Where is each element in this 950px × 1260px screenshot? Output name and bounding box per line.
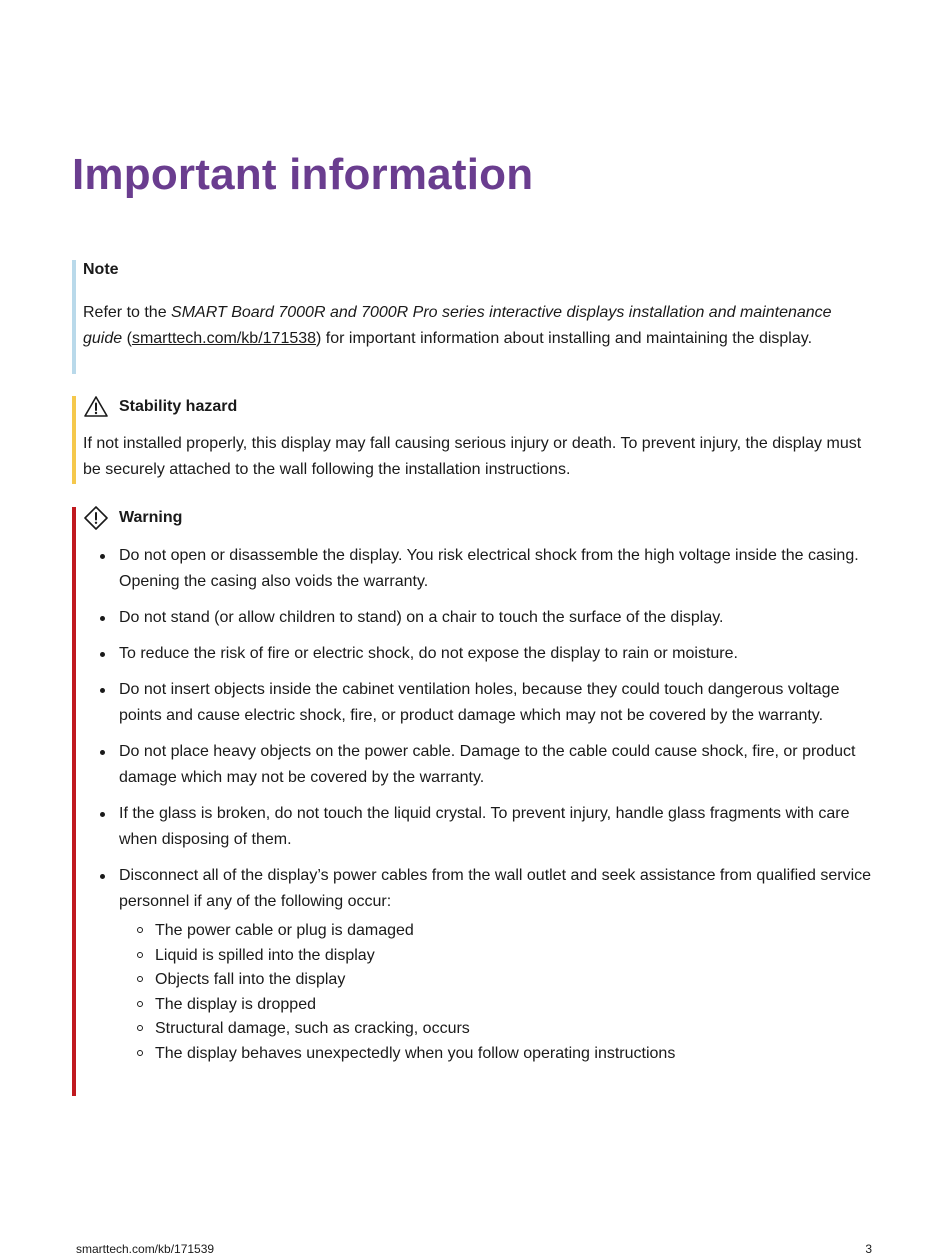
- sublist-item: Structural damage, such as cracking, occurs: [155, 1017, 872, 1042]
- stability-heading: Stability hazard: [119, 398, 238, 415]
- stability-hazard-callout: [72, 396, 872, 484]
- note-text-before: Refer to the: [83, 304, 172, 321]
- list-item: Do not place heavy objects on the power cable. Damage to the cable could cause shock, fire, or product damage which may not be covered by the warranty.: [119, 739, 872, 791]
- sublist-item: The display is dropped: [155, 993, 872, 1018]
- note-paren-open: (: [122, 330, 132, 347]
- note-accent-bar: [72, 260, 76, 374]
- guide-link[interactable]: smarttech.com/kb/171538: [131, 330, 317, 347]
- page-title: Important information: [72, 150, 534, 199]
- warning-triangle-icon: [83, 394, 109, 420]
- note-text: [83, 300, 872, 352]
- warning-list: [83, 543, 872, 1066]
- sublist-item: Liquid is spilled into the display: [155, 944, 872, 969]
- note-text-after: ) for important information about installing and maintaining the display.: [316, 330, 813, 347]
- list-item: Do not stand (or allow children to stand) on a chair to touch the surface of the display.: [119, 605, 872, 631]
- warning-callout: [72, 507, 872, 1096]
- guide-title: SMART Board 7000R and 7000R Pro series interactive displays installation and maintenance guide: [83, 304, 832, 347]
- list-item-with-sublist: [119, 863, 872, 1066]
- list-item-text: Disconnect all of the display’s power cables from the wall outlet and seek assistance from qualified service personnel if any of the following occur:: [119, 867, 872, 910]
- stability-header: [83, 396, 872, 418]
- warning-header: [83, 507, 872, 529]
- list-item: Do not insert objects inside the cabinet ventilation holes, because they could touch dangerous voltage points and cause electric shock, fire, or product damage which may not be covered by the warranty.: [119, 677, 872, 729]
- list-item: Do not open or disassemble the display. You risk electrical shock from the high voltage inside the casing. Opening the casing also voids the warranty.: [119, 543, 872, 595]
- page-number: 3: [865, 1242, 872, 1256]
- warning-heading: Warning: [119, 509, 183, 526]
- warning-sublist: [119, 919, 872, 1066]
- note-heading: Note: [83, 261, 119, 278]
- footer-url[interactable]: smarttech.com/kb/171539: [76, 1242, 215, 1256]
- note-callout: [72, 260, 872, 374]
- warning-accent-bar: [72, 507, 76, 1096]
- list-item: If the glass is broken, do not touch the liquid crystal. To prevent injury, handle glass fragments with care when disposing of them.: [119, 801, 872, 853]
- stability-text: If not installed properly, this display may fall causing serious injury or death. To prevent injury, the display must be securely attached to the wall following the installation instructions.: [83, 435, 862, 478]
- sublist-item: The power cable or plug is damaged: [155, 919, 872, 944]
- sublist-item: Objects fall into the display: [155, 968, 872, 993]
- stability-accent-bar: [72, 396, 76, 484]
- sublist-item: The display behaves unexpectedly when you follow operating instructions: [155, 1042, 872, 1067]
- exclamation-diamond-icon: [83, 505, 109, 531]
- list-item: To reduce the risk of fire or electric shock, do not expose the display to rain or moisture.: [119, 641, 872, 667]
